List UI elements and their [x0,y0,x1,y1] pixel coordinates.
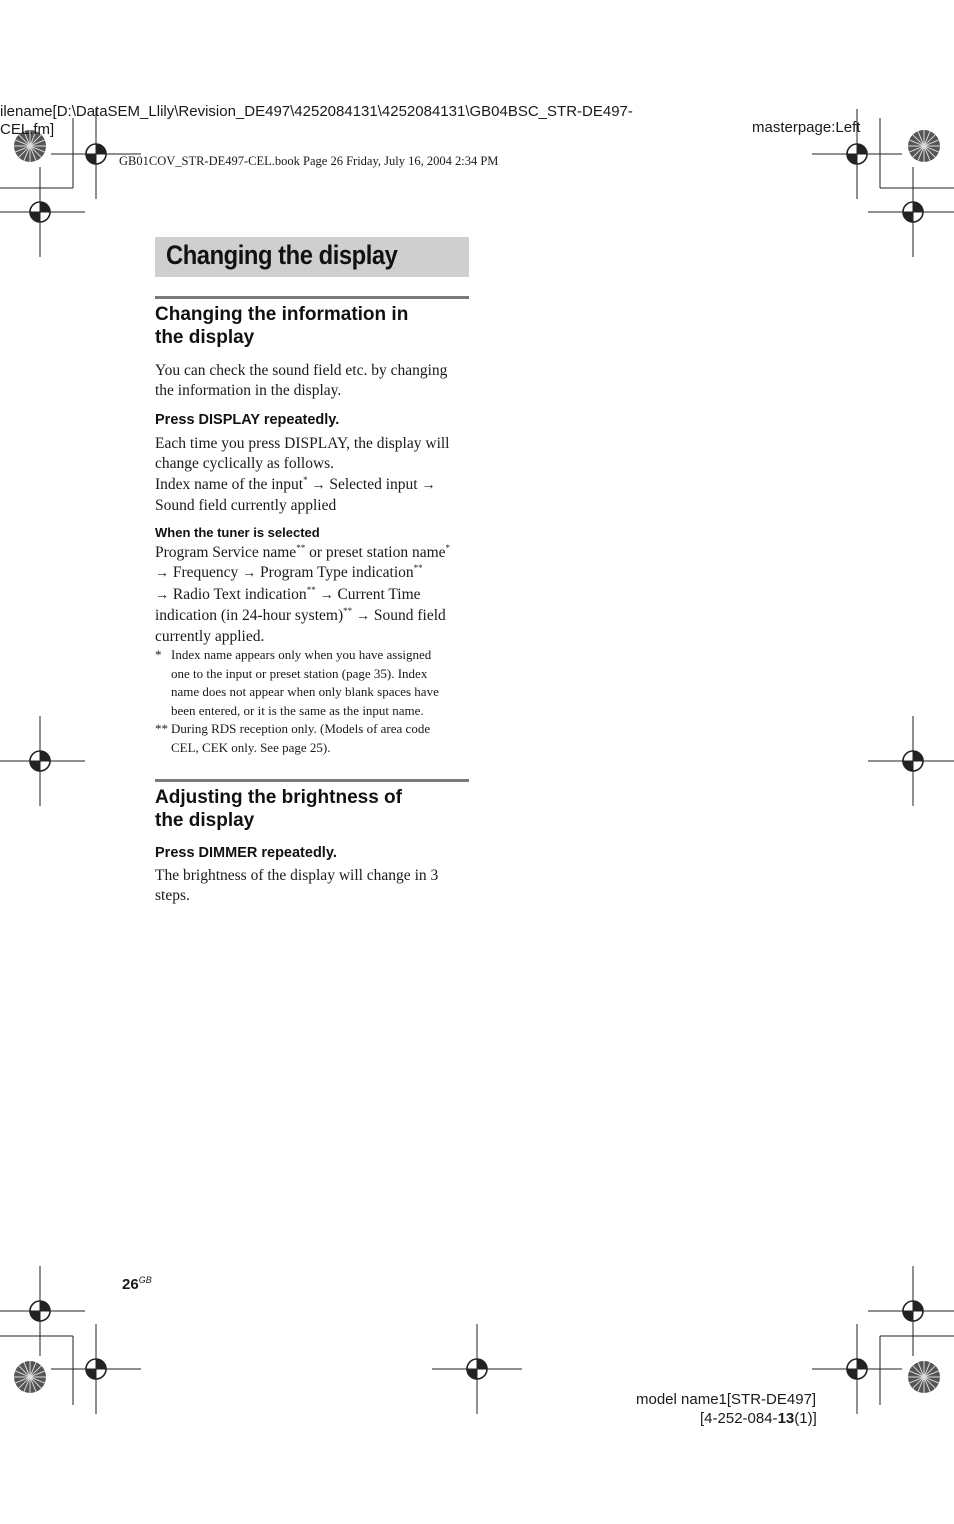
seq-item: Program Type indication [256,564,414,582]
tuner-subheading: When the tuner is selected [155,525,320,540]
text-line: the information in the display. [155,382,342,400]
footnote-mark: * [303,474,308,485]
sequence-line [155,606,473,627]
text-line: name does not appear when only blank spaces have [171,684,439,699]
footnote-mark: * [445,543,451,553]
text-line: You can check the sound field etc. by changing [155,362,448,379]
filename-line-2: CEL.fm] [0,121,55,138]
heading-line: Changing the information in [155,304,409,325]
section-rule [155,296,469,299]
masterpage-label: masterpage:Left [752,119,861,136]
seq-item: Index name of the input [155,475,304,493]
seq-item: Program Service name [155,544,297,561]
page-title-box [155,237,469,277]
footnote-mark: ** [306,584,316,595]
arrow-icon: → [356,608,370,624]
arrow-icon: → [155,566,169,582]
book-info: GB01COV_STR-DE497-CEL.book Page 26 Friday, July 16, 2004 2:34 PM [119,154,499,168]
heading-line: Adjusting the brightness of [155,787,402,808]
page-number-value: 26 [122,1276,139,1293]
footnote-mark: * [155,647,162,662]
sequence-line [155,543,473,563]
text-line: Index name appears only when you have assigned [171,647,432,662]
model-code-bold: 13 [777,1410,795,1427]
footnote-mark: ** [155,721,168,736]
arrow-icon: → [155,587,169,603]
tuner-sequence-paragraph [155,543,473,647]
model-code-prefix: [4-252-084- [700,1410,778,1427]
text-line: CEL, CEK only. See page 25). [171,739,331,755]
footnote-1 [155,646,475,722]
arrow-icon: → [311,477,326,493]
dimmer-paragraph [155,866,473,907]
text-line: The brightness of the display will change in 3 [155,867,439,884]
page-suffix: GB [138,1275,152,1285]
footnote-mark: ** [296,543,306,553]
sequence-line: currently applied. [155,628,265,646]
text-line: During RDS reception only. (Models of area code [171,721,431,736]
arrow-icon: → [242,566,257,582]
section-rule [155,779,469,782]
page-title: Changing the display [166,240,398,270]
section-heading [155,303,475,349]
model-code [700,1410,817,1427]
text-line: one to the input or preset station (page 35). Index [171,665,428,681]
seq-item: Current Time [333,585,421,603]
arrow-icon: → [421,477,436,493]
text-line: been entered, or it is the same as the input name. [171,702,424,718]
sequence-line [155,475,473,496]
section-heading [155,786,475,832]
intro-paragraph [155,361,473,402]
page-number [122,1276,152,1293]
heading-line: the display [155,810,255,831]
instruction-display: Press DISPLAY repeatedly. [155,412,340,428]
footnote-2 [155,720,475,758]
seq-item: Radio Text indication [169,585,307,603]
text-line: change cyclically as follows. [155,455,335,473]
sequence-line: Sound field currently applied [155,496,337,514]
seq-item: or preset station name [305,544,446,561]
model-code-suffix: (1)] [794,1410,817,1427]
sequence-line [155,563,473,584]
footnote-mark: ** [343,605,353,616]
footnote-text [171,646,439,720]
footnote-text [171,720,430,757]
model-name: model name1[STR-DE497] [636,1391,817,1408]
heading-line: the display [155,327,255,348]
sequence-line [155,585,473,606]
seq-item: indication (in 24-hour system) [155,606,344,624]
instruction-dimmer: Press DIMMER repeatedly. [155,845,337,861]
seq-item: Frequency [169,564,243,582]
seq-item: Sound field [370,606,446,624]
filename-line-1: ilename[D:\DataSEM_Llily\Revision_DE497\4252084131\4252084131\GB04BSC_STR-DE497- [0,103,633,120]
text-line: Each time you press DISPLAY, the display will [155,435,450,452]
text-line: steps. [155,887,190,905]
seq-item: Selected input [325,475,422,493]
arrow-icon: → [319,587,334,603]
footnote-mark: ** [413,563,423,574]
display-cycle-paragraph [155,434,473,516]
